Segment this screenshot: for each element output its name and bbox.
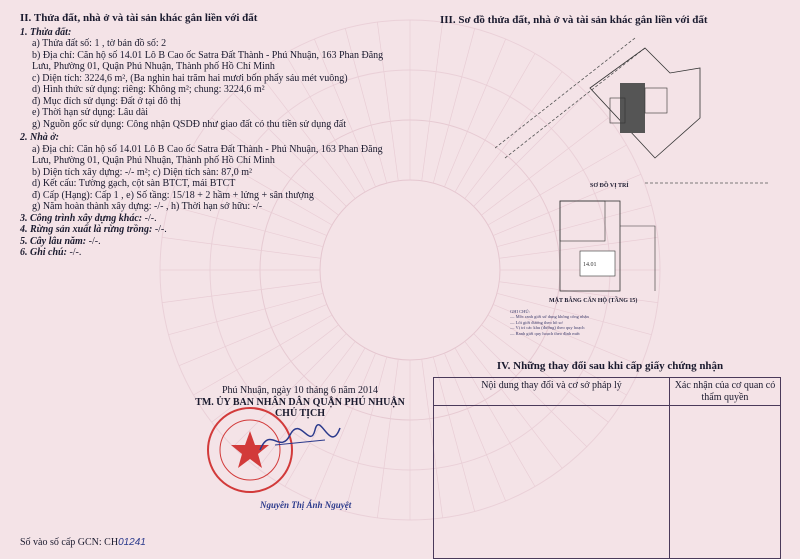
land-heading: 1. Thửa đất: <box>20 26 72 38</box>
diagram-section-title: III. Sơ đồ thửa đất, nhà ở và tài sản khác gắn liền với đất <box>440 14 708 26</box>
note-line: GHI CHÚ: <box>510 309 530 314</box>
house-line: b) Diện tích xây dựng: -/- m²; c) Diện tích sàn: 87,0 m² <box>32 166 252 178</box>
changes-col-confirm: Xác nhận của cơ quan có thẩm quyền <box>669 378 780 406</box>
floor-plan <box>555 196 665 296</box>
serial-value: 01241 <box>118 537 146 548</box>
note-line: — Lối giới đường theo hồ sơ <box>510 319 563 325</box>
location-map <box>495 28 770 188</box>
rosette-ray <box>433 29 474 184</box>
land-lines <box>20 38 410 130</box>
note-line: — Vị trí các khu (đường) theo quy hoạch <box>510 325 585 331</box>
house-line: d) Kết cấu: Tường gạch, cột sàn BTCT, mái BTCT <box>32 178 236 190</box>
map-caption: SƠ ĐỒ VỊ TRÍ <box>590 183 629 189</box>
rosette-ray <box>169 293 324 334</box>
note-line: — Ranh giới quy hoạch theo định mức <box>510 330 581 336</box>
other-item-construction: 3. Công trình xây dựng khác: -/-. <box>20 212 157 224</box>
other-item-forest: 4. Rừng sản xuất là rừng trồng: -/-. <box>20 224 167 236</box>
other-item-perennial: 5. Cây lâu năm: -/-. <box>20 235 101 247</box>
section-title: II. Thửa đất, nhà ở và tài sản khác gắn liền với đất <box>20 12 258 24</box>
house-line: đ) Cấp (Hạng): Cấp 1 , e) Số tầng: 15/18 + 2 hầm + lửng + sân thượng <box>32 189 314 201</box>
changes-col-content: Nội dung thay đổi và cơ sở pháp lý <box>434 378 670 406</box>
role: CHỦ TỊCH <box>274 408 326 419</box>
place-date: Phú Nhuận, ngày 10 tháng 6 năm 2014 <box>221 385 379 396</box>
certificate-serial <box>20 537 146 549</box>
house-line: a) Địa chỉ: Căn hộ số 14.01 Lô B Cao ốc Satra Đất Thành - Phú Nhuận, 163 Phan Đăng <box>32 143 383 155</box>
land-house-section <box>20 12 410 259</box>
note-line: — Mốc ranh giới sử dụng không công nhận <box>510 314 589 320</box>
house-line: Lưu, Phường 01, Quận Phú Nhuận, Thành phố Hồ Chí Minh <box>32 155 275 167</box>
rosette-ray <box>422 22 443 181</box>
land-line: g) Nguồn gốc sử dụng: Công nhận QSDĐ như giao đất có thu tiền sử dụng đất <box>32 118 347 130</box>
serial-label: Số vào số cấp GCN: CH <box>20 537 119 548</box>
changes-cell <box>434 406 670 559</box>
changes-title: IV. Những thay đổi sau khi cấp giấy chứng nhận <box>496 360 724 372</box>
house-line: g) Năm hoàn thành xây dựng: -/- , h) Thời hạn sở hữu: -/- <box>32 201 263 213</box>
land-line: e) Thời hạn sử dụng: Lâu dài <box>32 107 149 119</box>
house-heading: 2. Nhà ở: <box>20 132 59 144</box>
rosette-ray <box>345 357 386 512</box>
land-line: a) Thửa đất số: 1 , tờ bản đồ số: 2 <box>32 38 167 50</box>
other-item-note: 6. Ghi chú: -/-. <box>20 247 82 259</box>
rosette-ray <box>179 304 327 365</box>
land-line: d) Hình thức sử dụng: riêng: Không m²; chung: 3224,6 m² <box>32 84 265 96</box>
diagram-notes <box>510 309 690 336</box>
plan-unit-label: 14.01 <box>583 262 597 268</box>
land-line: Lưu, Phường 01, Quận Phú Nhuận, Thành phố Hồ Chí Minh <box>32 61 275 73</box>
house-lines <box>20 144 410 213</box>
signature <box>255 420 345 460</box>
changes-table <box>433 377 781 559</box>
changes-cell <box>669 406 780 559</box>
signer-name: Nguyễn Thị Ánh Nguyệt <box>260 500 352 510</box>
authority: TM. ỦY BAN NHÂN DÂN QUẬN PHÚ NHUẬN <box>195 396 405 408</box>
rosette-ray <box>377 359 398 518</box>
land-line: đ) Mục đích sử dụng: Đất ở tại đô thị <box>32 95 181 107</box>
rosette-ray <box>162 282 321 303</box>
land-line: b) Địa chỉ: Căn hộ số 14.01 Lô B Cao ốc Satra Đất Thành - Phú Nhuận, 163 Phan Đăng <box>32 49 384 61</box>
plan-caption: MẶT BẰNG CĂN HỘ (TẦNG 15) <box>549 298 638 304</box>
land-line: c) Diện tích: 3224,6 m², (Ba nghìn hai trăm hai mươi bốn phẩy sáu mét vuông) <box>32 72 348 84</box>
